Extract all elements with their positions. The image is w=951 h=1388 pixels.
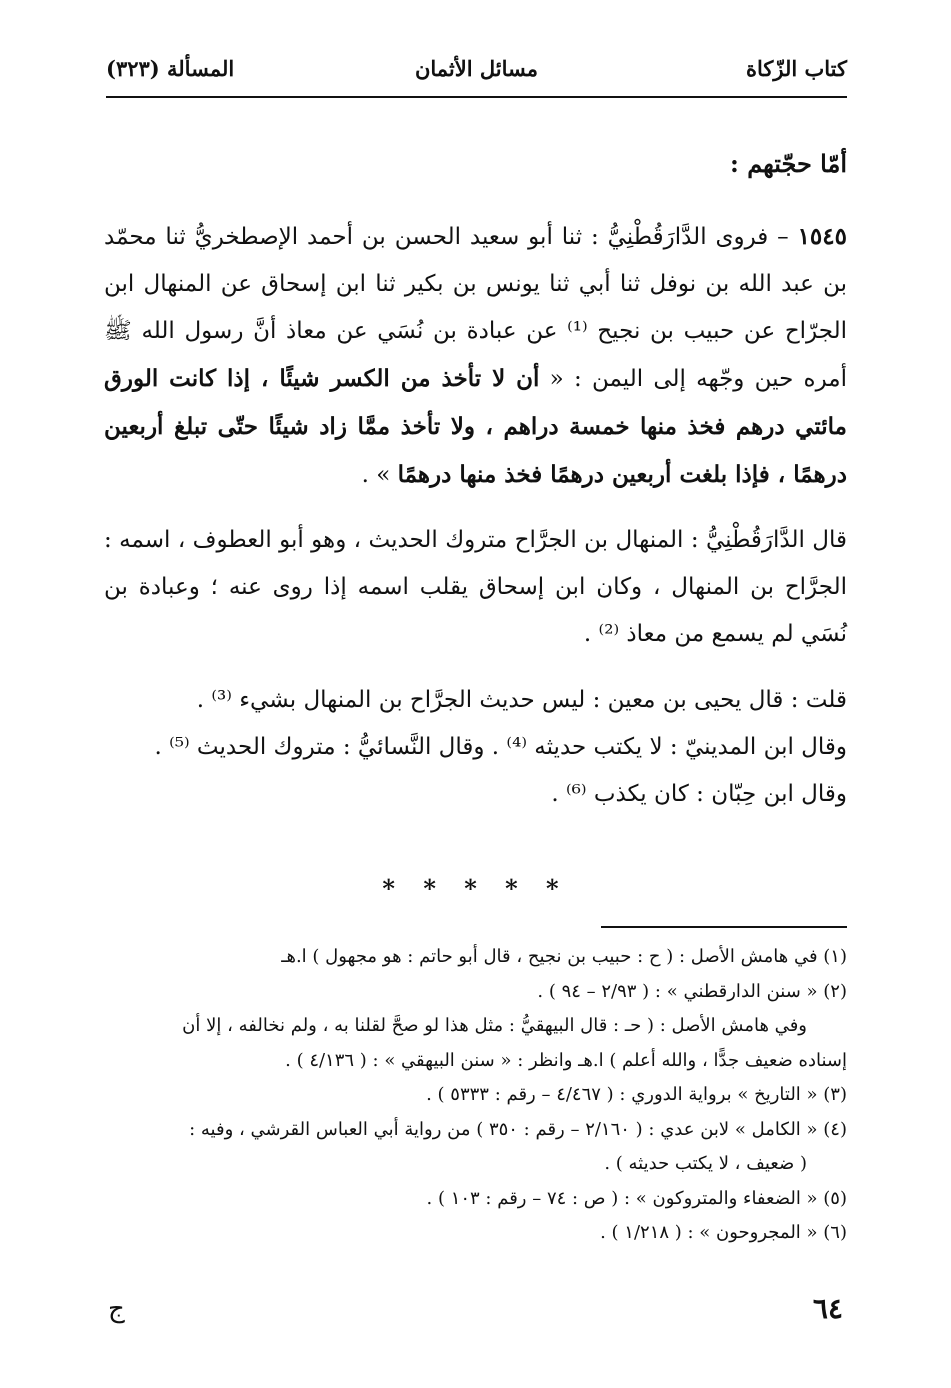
hadith-paragraph [104,213,847,499]
volume-mark: ج [108,1294,125,1324]
footnote: (٦) « المجروحون » : ( ١/٢١٨ ) . [600,1222,847,1243]
daraqutni-paragraph [104,517,847,658]
commentary-line: وقال ابن حِبّان : كان يكذب ⁽⁶⁾ . [551,781,847,807]
section-title: مسائل الأثمان [414,56,539,81]
hadith-number: ١٥٤٥ [797,223,847,250]
page-number: ٦٤ [812,1292,843,1325]
footnote: (١) في هامش الأصل : ( ح : حبيب بن نجيح ، قال أبو حاتم : هو مجهول ) ا.هـ [281,946,847,967]
footnote: (٢) « سنن الدارقطني » : ( ٢/٩٣ – ٩٤ ) . [537,980,847,1002]
footnote-continuation: إسناده ضعيف جدًّا ، والله أعلم ) ا.هـ وانظر : « سنن البيهقي » : ( ٤/١٣٦ ) . [285,1049,847,1071]
footnote-continuation: وفي هامش الأصل : ( حـ : قال البيهقيُّ : مثل هذا لو صحَّ لقلنا به ، ولم نخالفه ، إلا أن [182,1015,807,1036]
section-heading: أمّا حجّتهم : [729,149,847,178]
footnote: (٣) « التاريخ » برواية الدوري : ( ٤/٤٦٧ – رقم : ٥٣٣٣ ) . [426,1084,847,1105]
daraqutni-text: قال الدَّارَقُطْنِيُّ : المنهال بن الجرَّاح متروك الحديث ، وهو أبو العطوف ، اسمه : الجرَّاح بن المنهال ، وكان ابن إسحاق يقلب اسمه إذا روى عنه ؛ وعبادة بن نُسَي لم يسمع من معاذ ⁽²⁾ . [104,527,847,647]
chapter-title: كتاب الزّكاة [745,56,847,81]
commentary-line: قلت : قال يحيى بن معين : ليس حديث الجرَّاح بن المنهال بشيء ⁽³⁾ . [196,687,847,713]
header-divider [106,96,847,98]
hadith-matn: أن لا تأخذ من الكسر شيئًا ، إذا كانت الورق مائتي درهم فخذ منها خمسة دراهم ، ولا تأخذ ممَّا زاد شيئًا حتّى تبلغ أربعين درهمًا ، فإذا بلغت أربعين درهمًا فخذ منها درهمًا [104,365,847,488]
hadith-isnad: – فروى الدَّارَقُطْنِيُّ : ثنا أبو سعيد الحسن بن أحمد الإصطخريُّ ثنا محمّد بن عبد الله بن نوفل ثنا أبي ثنا يونس بن بكير ثنا ابن إسحاق عن المنهال ابن الجرّاح عن حبيب بن نجيح ⁽¹⁾ عن عبادة بن نُسَي عن معاذ أنَّ رسول الله ﷺ أمره حين وجّهه إلى اليمن : « [104,224,847,392]
footnote-continuation: ( ضعيف ، لا يكتب حديثه ) . [604,1153,807,1174]
commentary-paragraph [104,677,847,818]
hadith-end: » . [361,462,398,488]
footnotes [104,940,847,1251]
section-separator: * * * * * [382,874,569,903]
footnote-divider [601,926,847,928]
footnote: (٥) « الضعفاء والمتروكون » : ( ص : ٧٤ – رقم : ١٠٣ ) . [426,1187,847,1209]
commentary-line: وقال ابن المدينيّ : لا يكتب حديثه ⁽⁴⁾ . وقال النَّسائيُّ : متروك الحديث ⁽⁵⁾ . [154,734,847,760]
issue-number: المسألة (٣٢٣) [106,56,235,81]
running-header [106,52,847,92]
footnote: (٤) « الكامل » لابن عدي : ( ٢/١٦٠ – رقم : ٣٥٠ ) من رواية أبي العباس القرشي ، وفيه : [189,1118,847,1140]
